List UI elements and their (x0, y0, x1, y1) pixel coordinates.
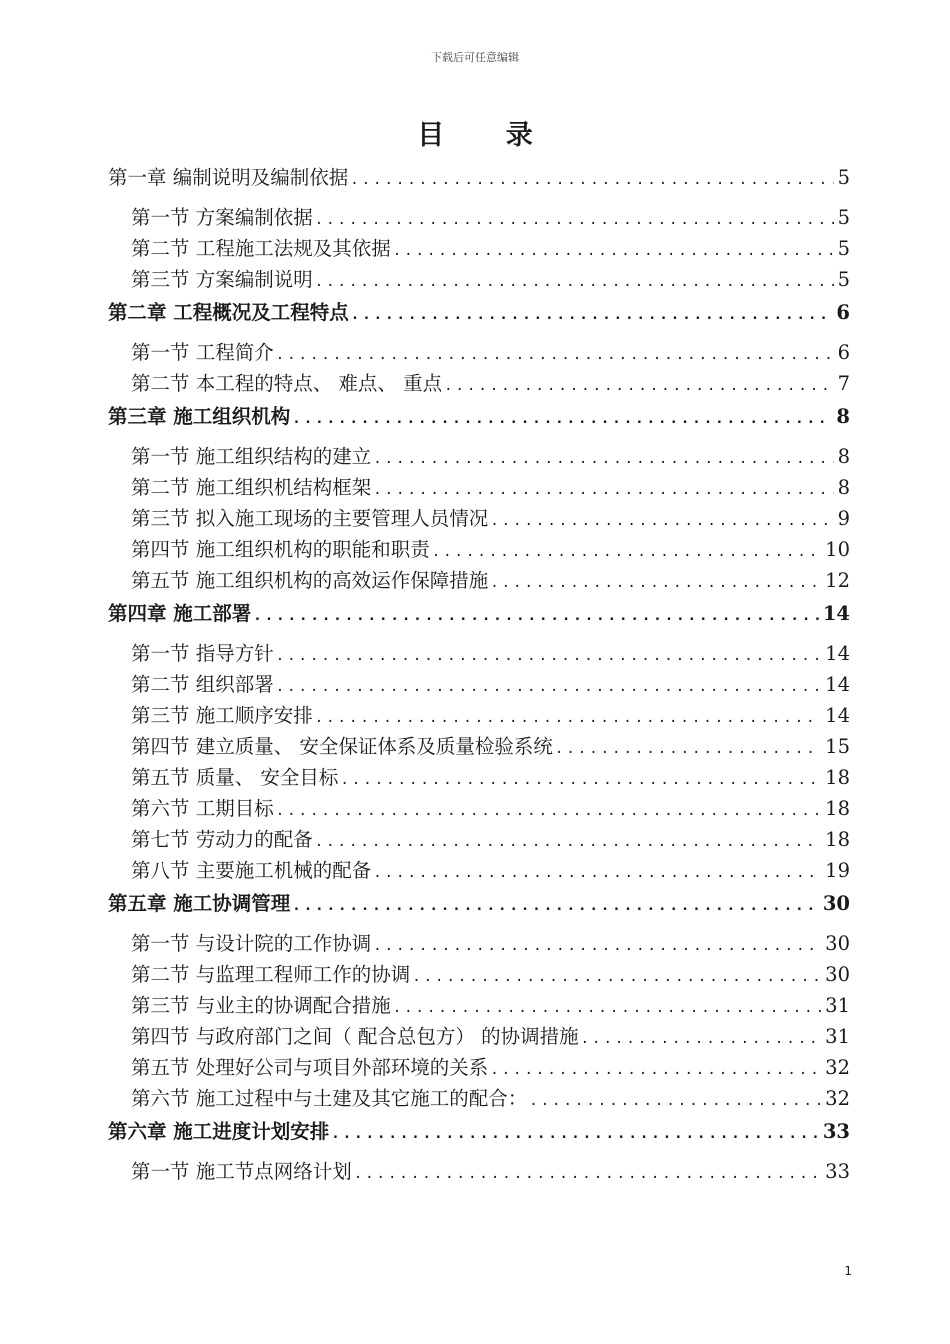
toc-entry-page: 30 (825, 932, 850, 955)
toc-entry-page: 5 (837, 268, 850, 291)
toc-dot-leader (351, 297, 833, 333)
toc-entry-page: 5 (837, 166, 850, 189)
toc-dot-leader (432, 537, 821, 565)
toc-chapter-entry[interactable] (108, 886, 850, 928)
toc-entry-label: 第二章 工程概况及工程特点 (108, 301, 349, 324)
toc-entry-page: 14 (825, 642, 850, 665)
toc-entry-label: 第七节 劳动力的配备 (131, 828, 313, 851)
toc-entry-page: 5 (837, 237, 850, 260)
toc-dot-leader (276, 641, 821, 669)
toc-entry-page: 30 (822, 892, 850, 915)
toc-dot-leader (253, 598, 819, 634)
toc-dot-leader (292, 401, 832, 437)
table-of-contents (108, 160, 850, 1187)
toc-chapter-entry[interactable] (108, 596, 850, 638)
toc-entry-page: 32 (825, 1087, 850, 1110)
toc-entry-label: 第一节 方案编制依据 (131, 206, 313, 229)
toc-section-entry[interactable] (108, 669, 850, 700)
toc-dot-leader (315, 703, 821, 731)
toc-entry-page: 19 (825, 859, 850, 882)
toc-entry-label: 第六节 施工过程中与土建及其它施工的配合： (131, 1087, 528, 1110)
toc-entry-page: 8 (837, 445, 850, 468)
toc-entry-label: 第一节 指导方针 (131, 642, 274, 665)
toc-section-entry[interactable] (108, 337, 850, 368)
toc-section-entry[interactable] (108, 441, 850, 472)
toc-section-entry[interactable] (108, 368, 850, 399)
toc-section-entry[interactable] (108, 638, 850, 669)
toc-dot-leader (276, 672, 821, 700)
toc-dot-leader (354, 1159, 821, 1187)
toc-entry-page: 31 (825, 994, 850, 1017)
toc-entry-label: 第八节 主要施工机械的配备 (131, 859, 372, 882)
toc-entry-page: 5 (837, 206, 850, 229)
toc-dot-leader (444, 371, 833, 399)
toc-entry-label: 第二节 工程施工法规及其依据 (131, 237, 391, 260)
toc-chapter-entry[interactable] (108, 399, 850, 441)
toc-entry-page: 6 (837, 341, 850, 364)
toc-dot-leader (276, 340, 834, 368)
header-note: 下载后可任意编辑 (431, 51, 519, 64)
toc-dot-leader (373, 475, 833, 503)
toc-title: 目 录 (417, 120, 559, 151)
toc-dot-leader (315, 827, 821, 855)
toc-section-entry[interactable] (108, 928, 850, 959)
toc-entry-page: 31 (825, 1025, 850, 1048)
toc-entry-label: 第二节 与监理工程师工作的协调 (131, 963, 411, 986)
toc-entry-page: 30 (825, 963, 850, 986)
toc-entry-page: 14 (822, 602, 850, 625)
toc-entry-label: 第二节 组织部署 (131, 673, 274, 696)
toc-entry-page: 10 (825, 538, 850, 561)
toc-entry-label: 第五节 施工组织机构的高效运作保障措施 (131, 569, 489, 592)
toc-entry-label: 第一节 与设计院的工作协调 (131, 932, 372, 955)
toc-section-entry[interactable] (108, 762, 850, 793)
toc-entry-page: 8 (836, 405, 850, 428)
toc-section-entry[interactable] (108, 534, 850, 565)
toc-entry-label: 第五节 质量、 安全目标 (131, 766, 339, 789)
toc-chapter-entry[interactable] (108, 1114, 850, 1156)
toc-dot-leader (350, 162, 833, 198)
toc-dot-leader (555, 734, 821, 762)
toc-dot-leader (340, 765, 821, 793)
toc-entry-label: 第五节 处理好公司与项目外部环境的关系 (131, 1056, 489, 1079)
toc-section-entry[interactable] (108, 503, 850, 534)
toc-entry-label: 第一节 施工组织结构的建立 (131, 445, 372, 468)
toc-dot-leader (373, 931, 821, 959)
toc-entry-page: 14 (825, 673, 850, 696)
toc-entry-label: 第三节 施工顺序安排 (131, 704, 313, 727)
toc-entry-page: 15 (825, 735, 850, 758)
toc-section-entry[interactable] (108, 700, 850, 731)
toc-entry-label: 第一节 工程简介 (131, 341, 274, 364)
toc-dot-leader (490, 568, 821, 596)
toc-entry-label: 第二节 施工组织机结构框架 (131, 476, 372, 499)
toc-entry-page: 14 (825, 704, 850, 727)
toc-dot-leader (393, 236, 834, 264)
toc-section-entry[interactable] (108, 472, 850, 503)
toc-entry-label: 第六节 工期目标 (131, 797, 274, 820)
toc-dot-leader (412, 962, 821, 990)
toc-entry-page: 7 (837, 372, 850, 395)
toc-section-entry[interactable] (108, 793, 850, 824)
toc-dot-leader (393, 993, 821, 1021)
toc-section-entry[interactable] (108, 264, 850, 295)
toc-section-entry[interactable] (108, 1052, 850, 1083)
toc-entry-label: 第四章 施工部署 (108, 602, 252, 625)
toc-entry-label: 第六章 施工进度计划安排 (108, 1120, 330, 1143)
toc-section-entry[interactable] (108, 731, 850, 762)
toc-entry-page: 32 (825, 1056, 850, 1079)
toc-entry-page: 33 (822, 1120, 850, 1143)
toc-section-entry[interactable] (108, 1156, 850, 1187)
toc-entry-page: 12 (825, 569, 850, 592)
toc-section-entry[interactable] (108, 959, 850, 990)
toc-dot-leader (529, 1086, 821, 1114)
toc-dot-leader (276, 796, 821, 824)
toc-dot-leader (292, 888, 819, 924)
toc-dot-leader (581, 1024, 822, 1052)
toc-entry-label: 第三节 与业主的协调配合措施 (131, 994, 391, 1017)
toc-section-entry[interactable] (108, 565, 850, 596)
toc-entry-label: 第三节 方案编制说明 (131, 268, 313, 291)
toc-entry-page: 6 (836, 301, 850, 324)
toc-entry-label: 第三章 施工组织机构 (108, 405, 291, 428)
toc-section-entry[interactable] (108, 990, 850, 1021)
toc-dot-leader (373, 858, 821, 886)
toc-section-entry[interactable] (108, 202, 850, 233)
toc-entry-page: 9 (837, 507, 850, 530)
toc-entry-label: 第五章 施工协调管理 (108, 892, 291, 915)
toc-entry-label: 第四节 施工组织机构的职能和职责 (131, 538, 430, 561)
toc-entry-label: 第四节 建立质量、 安全保证体系及质量检验系统 (131, 735, 553, 758)
toc-entry-page: 18 (825, 766, 850, 789)
toc-entry-label: 第二节 本工程的特点、 难点、 重点 (131, 372, 443, 395)
toc-entry-label: 第一节 施工节点网络计划 (131, 1160, 352, 1183)
toc-section-entry[interactable] (108, 824, 850, 855)
toc-chapter-entry[interactable] (108, 295, 850, 337)
toc-entry-page: 33 (825, 1160, 850, 1183)
toc-dot-leader (315, 267, 834, 295)
toc-section-entry[interactable] (108, 1021, 850, 1052)
toc-section-entry[interactable] (108, 855, 850, 886)
toc-dot-leader (331, 1116, 819, 1152)
toc-entry-page: 18 (825, 797, 850, 820)
toc-entry-label: 第一章 编制说明及编制依据 (108, 166, 349, 189)
toc-section-entry[interactable] (108, 233, 850, 264)
toc-dot-leader (490, 1055, 821, 1083)
toc-chapter-entry[interactable] (108, 160, 850, 202)
toc-entry-label: 第四节 与政府部门之间（ 配合总包方） 的协调措施 (131, 1025, 579, 1048)
toc-entry-page: 18 (825, 828, 850, 851)
toc-dot-leader (490, 506, 833, 534)
page-number: 1 (844, 1264, 852, 1278)
toc-section-entry[interactable] (108, 1083, 850, 1114)
toc-entry-label: 第三节 拟入施工现场的主要管理人员情况 (131, 507, 489, 530)
toc-dot-leader (315, 205, 834, 233)
toc-dot-leader (373, 444, 833, 472)
toc-entry-page: 8 (837, 476, 850, 499)
